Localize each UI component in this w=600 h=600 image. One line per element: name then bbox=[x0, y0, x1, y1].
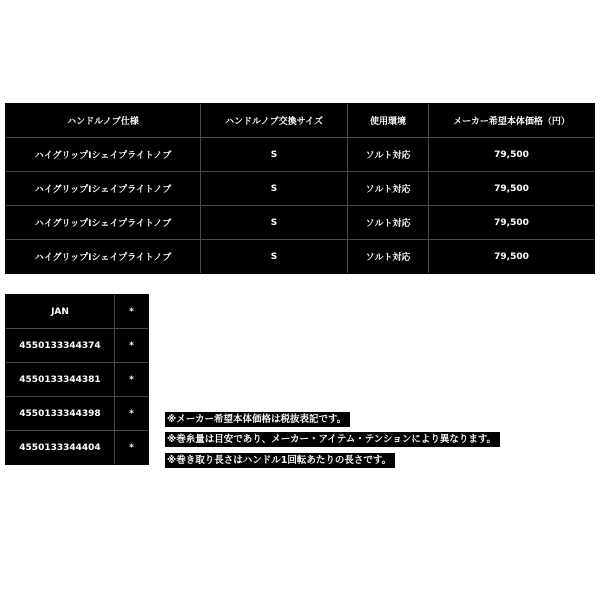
cell-price: 79,500 bbox=[429, 206, 594, 240]
header-knob-spec: ハンドルノブ仕様 bbox=[6, 104, 201, 138]
cell-asterisk: * bbox=[115, 363, 148, 397]
cell-knob-spec: ハイグリップIシェイプライトノブ bbox=[6, 138, 201, 172]
table-row bbox=[6, 431, 148, 464]
cell-knob-spec: ハイグリップIシェイプライトノブ bbox=[6, 172, 201, 206]
cell-environment: ソルト対応 bbox=[348, 240, 429, 273]
cell-environment: ソルト対応 bbox=[348, 138, 429, 172]
cell-price: 79,500 bbox=[429, 138, 594, 172]
cell-asterisk: * bbox=[129, 442, 134, 453]
cell-jan-code: 4550133344374 bbox=[6, 329, 115, 363]
table-row bbox=[6, 172, 594, 206]
spec-table bbox=[5, 103, 595, 274]
cell-knob-spec: ハイグリップIシェイプライトノブ bbox=[6, 206, 201, 240]
table-row bbox=[6, 138, 594, 172]
cell-knob-size: S bbox=[201, 240, 348, 273]
note-line-capacity: ※巻糸量は目安であり、メーカー・アイテム・テンションにより異なります。 bbox=[165, 432, 500, 447]
header-knob-size: ハンドルノブ交換サイズ bbox=[201, 104, 348, 138]
note-price-tax: ※メーカー希望本体価格は税抜表記です。 bbox=[165, 412, 350, 427]
table-header-row bbox=[6, 295, 148, 329]
header-asterisk: * bbox=[115, 295, 148, 329]
jan-table bbox=[5, 294, 149, 465]
cell-environment: ソルト対応 bbox=[348, 172, 429, 206]
cell-knob-size: S bbox=[201, 206, 348, 240]
header-jan: JAN bbox=[6, 295, 115, 329]
cell-jan-code: 4550133344398 bbox=[6, 397, 115, 431]
table-row bbox=[6, 240, 594, 273]
cell-knob-size: S bbox=[201, 172, 348, 206]
cell-price: 79,500 bbox=[429, 172, 594, 206]
cell-asterisk: * bbox=[115, 329, 148, 363]
table-header-row bbox=[6, 104, 594, 138]
cell-knob-spec: ハイグリップIシェイプライトノブ bbox=[6, 240, 201, 273]
table-row bbox=[6, 363, 148, 397]
cell-environment: ソルト対応 bbox=[348, 206, 429, 240]
table-row bbox=[6, 329, 148, 363]
table-row bbox=[6, 206, 594, 240]
table-row bbox=[6, 397, 148, 431]
cell-jan-code: 4550133344381 bbox=[6, 363, 115, 397]
cell-knob-size: S bbox=[201, 138, 348, 172]
note-retrieve-length: ※巻き取り長さはハンドル1回転あたりの長さです。 bbox=[165, 453, 395, 468]
cell-jan-code: 4550133344404 bbox=[6, 431, 115, 464]
cell-asterisk: * bbox=[115, 397, 148, 431]
header-environment: 使用環境 bbox=[348, 104, 429, 138]
cell-price: 79,500 bbox=[494, 251, 529, 262]
header-price: メーカー希望本体価格（円） bbox=[429, 104, 594, 138]
